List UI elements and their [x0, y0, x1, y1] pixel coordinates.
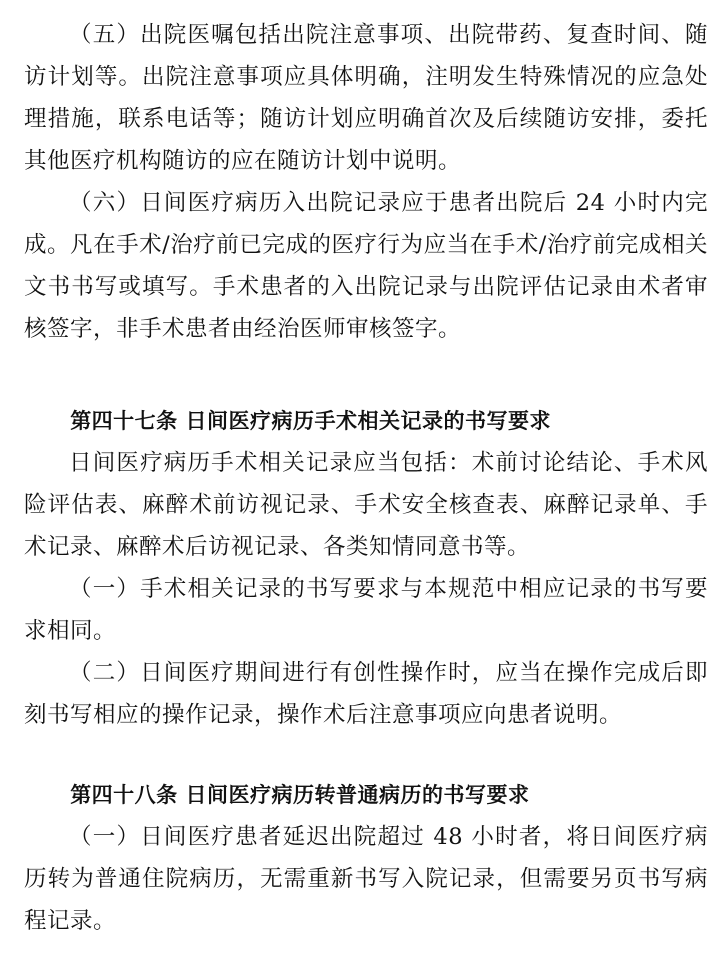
paragraph-surgery-records: 日间医疗病历手术相关记录应当包括：术前讨论结论、手术风险评估表、麻醉术前访视记录、手术安全核查表、麻醉记录单、手术记录、麻醉术后访视记录、各类知情同意书等。 — [24, 450, 708, 560]
paragraph-surgery-record-requirements: （一）手术相关记录的书写要求与本规范中相应记录的书写要求相同。 — [24, 576, 708, 644]
article-48-heading: 第四十八条 日间医疗病历转普通病历的书写要求 — [70, 782, 530, 807]
paragraph-delayed-discharge: （一）日间医疗患者延迟出院超过 48 小时者，将日间医疗病历转为普通住院病历，无需重新书写入院记录，但需要另页书写病程记录。 — [24, 824, 708, 934]
paragraph-discharge-orders: （五）出院医嘱包括出院注意事项、出院带药、复查时间、随访计划等。出院注意事项应具体明确，注明发生特殊情况的应急处理措施，联系电话等；随访计划应明确首次及后续随访安排，委托其他医疗机构随访的应在随访计划中说明。 — [24, 22, 708, 174]
section-spacer — [24, 736, 708, 774]
document-page — [24, 14, 708, 942]
section-spacer — [24, 350, 708, 400]
paragraph-invasive-operation: （二）日间医疗期间进行有创性操作时，应当在操作完成后即刻书写相应的操作记录，操作术后注意事项应向患者说明。 — [24, 660, 708, 728]
article-47-heading: 第四十七条 日间医疗病历手术相关记录的书写要求 — [70, 408, 551, 433]
paragraph-admission-discharge-record: （六）日间医疗病历入出院记录应于患者出院后 24 小时内完成。凡在手术/治疗前已完成的医疗行为应当在手术/治疗前完成相关文书书写或填写。手术患者的入出院记录与出院评估记录由术者审核签字，非手术患者由经治医师审核签字。 — [24, 190, 708, 342]
